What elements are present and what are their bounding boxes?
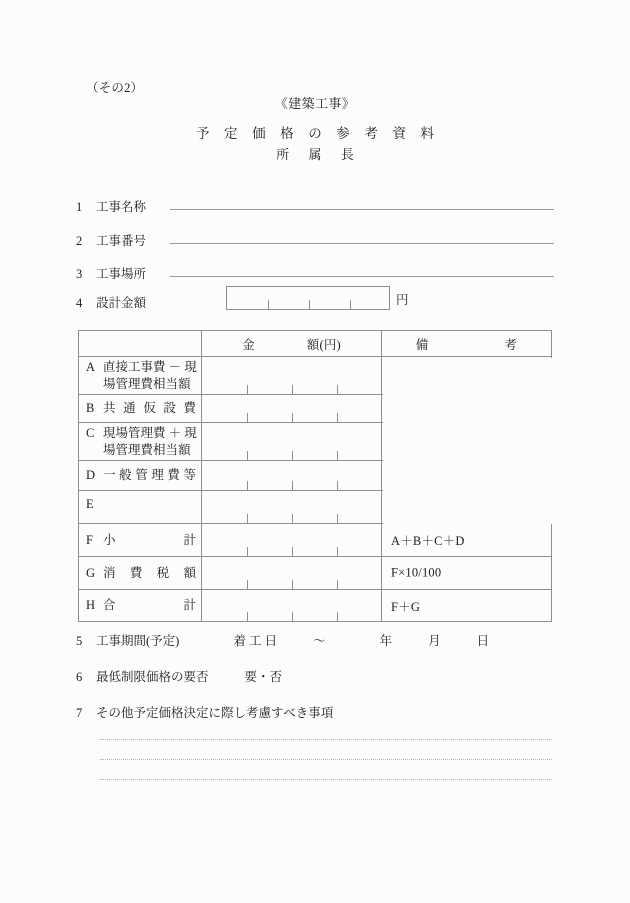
input-line-project-number[interactable] (170, 243, 554, 244)
amount-tick (247, 514, 248, 523)
amount-tick (337, 451, 338, 460)
row-label-cell-g (79, 557, 202, 589)
row-label-cell-a (79, 357, 202, 394)
period-tilde: ～ (313, 634, 326, 648)
amount-tick (247, 612, 248, 621)
field-row-project-location (76, 264, 146, 282)
row-code-c: C 現場管理費 ＋ 現 (86, 425, 197, 440)
amount-tick (268, 300, 269, 309)
row-label-cell-f (79, 524, 202, 556)
row-code-b: B 共通仮設費 (86, 401, 196, 415)
amount-tick (247, 385, 248, 394)
remarks-merged-cell-a-to-e (383, 358, 552, 524)
amount-tick (337, 481, 338, 490)
amount-input-cell-g[interactable] (202, 557, 382, 589)
amount-tick (292, 451, 293, 460)
amount-tick (337, 612, 338, 621)
amount-tick (337, 547, 338, 556)
design-amount-input-box[interactable] (226, 286, 390, 310)
field-label-minimum-price: 最低制限価格の要否 (96, 670, 209, 684)
table-header-amount-label-a: 金 (242, 337, 255, 352)
row-code-d: D 一般管理費等 (86, 468, 196, 482)
field-label-construction-period: 工事期間(予定) (96, 634, 180, 648)
amount-input-cell-d[interactable] (202, 461, 382, 490)
work-category-title: 《建築工事》 (274, 96, 356, 111)
dotted-input-line[interactable] (100, 739, 552, 740)
field-number-2: 2 (76, 234, 83, 248)
amount-tick (350, 300, 351, 309)
amount-input-cell-c[interactable] (202, 423, 382, 460)
row-code-g: G 消費税額 (86, 565, 196, 580)
amount-tick (247, 451, 248, 460)
office-head-label: 所 属 長 (276, 147, 362, 162)
field-row-design-amount (76, 293, 146, 311)
input-line-project-name[interactable] (170, 209, 554, 210)
amount-input-cell-f[interactable] (202, 524, 382, 556)
amount-tick (292, 547, 293, 556)
amount-tick (247, 547, 248, 556)
amount-input-cell-b[interactable] (202, 395, 382, 422)
row-label-cell-d (79, 461, 202, 490)
amount-tick (337, 385, 338, 394)
table-row (79, 557, 551, 590)
amount-tick (292, 580, 293, 589)
period-day-label: 日 (476, 634, 490, 648)
table-header-remarks-cell (382, 331, 551, 356)
period-year-label: 年 (379, 634, 393, 648)
table-header-row (79, 331, 551, 357)
remarks-cell-f (382, 524, 551, 556)
amount-input-cell-a[interactable] (202, 357, 382, 394)
field-label-project-location: 工事場所 (96, 267, 147, 281)
amount-tick (337, 514, 338, 523)
field-number-1: 1 (76, 200, 83, 214)
row-label-cell-c (79, 423, 202, 460)
row-label-cell-e (79, 491, 202, 523)
row-code-h: H 合計 (86, 598, 196, 612)
amount-tick (247, 413, 248, 422)
amount-tick (247, 481, 248, 490)
amount-tick (292, 514, 293, 523)
field-number-5: 5 (76, 634, 83, 648)
field-label-design-amount: 設計金額 (96, 296, 147, 310)
field-number-7: 7 (76, 706, 83, 720)
table-header-remarks-label-b: 考 (504, 337, 518, 352)
design-amount-unit: 円 (396, 293, 409, 307)
row-code-f: F 小計 (86, 532, 196, 547)
row-label-cell-b (79, 395, 202, 422)
field-row-other-considerations (76, 703, 333, 721)
period-month-label: 月 (428, 634, 441, 648)
table-row (79, 524, 551, 557)
row-label-c-line2: 場管理費相当額 (103, 442, 191, 457)
amount-tick (292, 481, 293, 490)
amount-tick (337, 413, 338, 422)
field-number-4: 4 (76, 296, 83, 310)
field-number-6: 6 (76, 670, 83, 684)
amount-tick (292, 385, 293, 394)
minimum-price-choice[interactable]: 要・否 (244, 670, 283, 684)
document-reference: （その2） (86, 81, 144, 95)
table-header-amount-label-b: 額(円) (306, 337, 341, 352)
page-title: 予 定 価 格 の 参 考 資 料 (195, 126, 440, 141)
remarks-cell-g (382, 557, 551, 589)
field-label-project-number: 工事番号 (96, 234, 147, 248)
row-label-a-line2: 場管理費相当額 (103, 376, 191, 391)
field-row-minimum-price (76, 667, 282, 685)
period-start-label: 着 工 日 (233, 634, 278, 648)
field-row-construction-period (76, 631, 489, 649)
cost-breakdown-table (78, 330, 552, 622)
table-row (79, 590, 551, 621)
amount-input-cell-e[interactable] (202, 491, 382, 523)
input-line-project-location[interactable] (170, 276, 554, 277)
table-header-item-cell (79, 331, 202, 356)
field-row-project-number (76, 231, 146, 249)
row-label-cell-h (79, 590, 202, 621)
amount-tick (309, 300, 310, 309)
dotted-input-line[interactable] (100, 759, 552, 760)
field-label-other-considerations: その他予定価格決定に際し考慮すべき事項 (96, 706, 334, 720)
amount-tick (292, 612, 293, 621)
table-header-remarks-label-a: 備 (415, 337, 429, 352)
field-number-3: 3 (76, 267, 83, 281)
remarks-formula-h: F＋G (391, 599, 421, 614)
remarks-formula-g: F×10/100 (391, 565, 442, 580)
remarks-formula-f: A＋B＋C＋D (391, 534, 465, 548)
row-code-e: E (86, 497, 94, 511)
field-label-project-name: 工事名称 (96, 200, 147, 214)
field-row-project-name (76, 197, 146, 215)
remarks-cell-h (382, 590, 551, 621)
amount-input-cell-h[interactable] (202, 590, 382, 621)
amount-tick (292, 413, 293, 422)
table-header-amount-cell (202, 331, 382, 356)
amount-tick (337, 580, 338, 589)
row-code-a: A 直接工事費 － 現 (86, 359, 197, 374)
dotted-input-line[interactable] (100, 779, 552, 780)
amount-tick (247, 580, 248, 589)
